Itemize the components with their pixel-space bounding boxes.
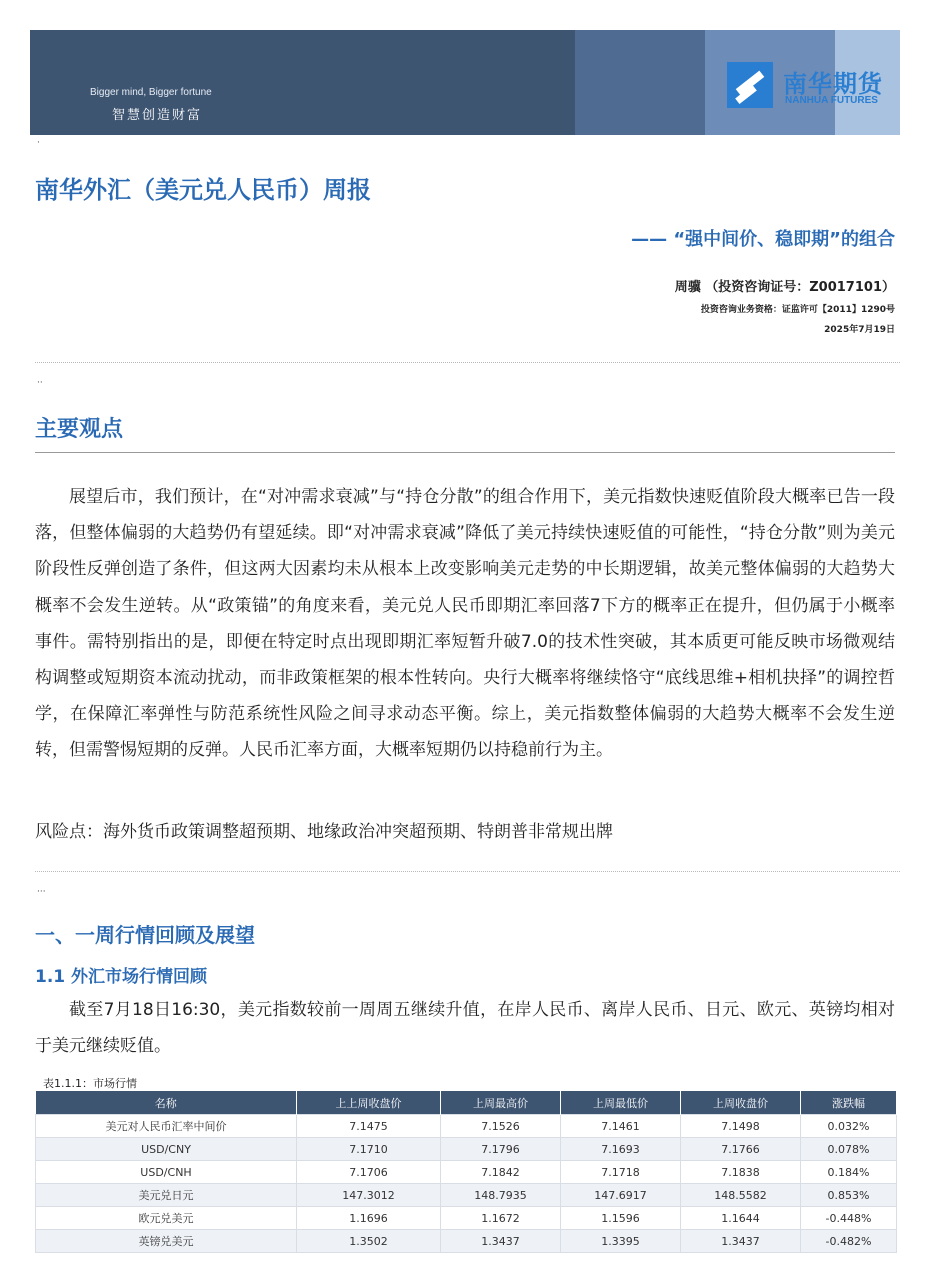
slogan-chinese: 智慧创造财富 — [112, 108, 203, 123]
report-title: 南华外汇（美元兑人民币）周报 — [35, 176, 371, 204]
table-cell: 7.1461 — [561, 1115, 681, 1138]
table-row — [36, 1161, 897, 1184]
table-cell: USD/CNH — [36, 1161, 297, 1184]
table-header-row — [36, 1091, 897, 1115]
table-cell: 7.1526 — [441, 1115, 561, 1138]
table-cell: 7.1706 — [297, 1161, 441, 1184]
column-header: 上上周收盘价 — [297, 1091, 441, 1115]
divider — [35, 871, 900, 872]
table-cell: 1.3502 — [297, 1230, 441, 1253]
table-cell: 1.3437 — [681, 1230, 801, 1253]
table-cell: 1.1596 — [561, 1207, 681, 1230]
nanhua-logo-icon — [727, 62, 773, 108]
table-cell: 1.1672 — [441, 1207, 561, 1230]
table-cell: 欧元兑美元 — [36, 1207, 297, 1230]
main-points-heading: 主要观点 — [35, 417, 124, 442]
paragraph-marker: ··· — [37, 887, 46, 897]
main-points-paragraph: 展望后市，我们预计，在“对冲需求衰减”与“持仓分散”的组合作用下，美元指数快速贬值阶段大概率已告一段落，但整体偏弱的大趋势仍有望延续。即“对冲需求衰减”降低了美元持续快速贬值的可能性，“持仓分散”则为美元阶段性反弹创造了条件，但这两大因素均未从根本上改变影响美元走势的中长期逻辑，故美元整体偏弱的大趋势大概率不会发生逆转。从“政策锚”的角度来看，美元兑人民币即期汇率回落7下方的概率正在提升，但仍属于小概率事件。需特别指出的是，即便在特定时点出现即期汇率短暂升破7.0的技术性突破，其本质更可能反映市场微观结构调整或短期资本流动扰动，而非政策框架的根本性转向。央行大概率将继续恪守“底线思维+相机抉择”的调控哲学，在保障汇率弹性与防范系统性风险之间寻求动态平衡。综上，美元指数整体偏弱的大趋势大概率不会发生逆转，但需警惕短期的反弹。人民币汇率方面，大概率短期仍以持稳前行为主。 — [35, 487, 895, 761]
column-header: 上周收盘价 — [681, 1091, 801, 1115]
table-cell: 美元兑日元 — [36, 1184, 297, 1207]
subsection-heading: 1.1 外汇市场行情回顾 — [35, 967, 208, 987]
divider — [35, 452, 895, 453]
banner-band — [575, 30, 705, 135]
table-cell: 148.5582 — [681, 1184, 801, 1207]
risk-points: 风险点：海外货币政策调整超预期、地缘政治冲突超预期、特朗普非常规出牌 — [35, 822, 613, 842]
table-cell: 7.1498 — [681, 1115, 801, 1138]
logo-name-chinese: 南华期货 — [783, 70, 883, 98]
qualification-line: 投资咨询业务资格：证监许可【2011】1290号 — [700, 305, 895, 315]
table-cell: 0.032% — [801, 1115, 897, 1138]
column-header: 涨跌幅 — [801, 1091, 897, 1115]
section-paragraph: 截至7月18日16:30，美元指数较前一周周五继续升值，在岸人民币、离岸人民币、日元、欧元、英镑均相对于美元继续贬值。 — [35, 1000, 895, 1057]
table-cell: 英镑兑美元 — [36, 1230, 297, 1253]
logo-name-english: NANHUA FUTURES — [785, 95, 878, 106]
report-date: 2025年7月19日 — [824, 325, 895, 335]
table-row — [36, 1138, 897, 1161]
slogan-english: Bigger mind, Bigger fortune — [90, 87, 212, 98]
table-cell: USD/CNY — [36, 1138, 297, 1161]
table-cell: 147.3012 — [297, 1184, 441, 1207]
table-cell: 0.853% — [801, 1184, 897, 1207]
table-row — [36, 1115, 897, 1138]
table-cell: 1.3437 — [441, 1230, 561, 1253]
header-banner — [30, 30, 900, 135]
table-cell: 148.7935 — [441, 1184, 561, 1207]
table-row — [36, 1184, 897, 1207]
report-subtitle: —— “强中间价、稳即期”的组合 — [631, 229, 895, 250]
column-header: 名称 — [36, 1091, 297, 1115]
author-line: 周骥 （投资咨询证号：Z0017101） — [674, 280, 895, 295]
column-header: 上周最高价 — [441, 1091, 561, 1115]
table-cell: 1.1696 — [297, 1207, 441, 1230]
section-heading: 一、一周行情回顾及展望 — [35, 923, 255, 947]
table-cell: -0.448% — [801, 1207, 897, 1230]
table-cell: 7.1693 — [561, 1138, 681, 1161]
table-cell: 147.6917 — [561, 1184, 681, 1207]
paragraph-marker: · — [37, 138, 40, 148]
table-cell: 7.1796 — [441, 1138, 561, 1161]
table-cell: 0.184% — [801, 1161, 897, 1184]
table-cell: 7.1475 — [297, 1115, 441, 1138]
table-cell: 1.3395 — [561, 1230, 681, 1253]
table-cell: 美元对人民币汇率中间价 — [36, 1115, 297, 1138]
table-row — [36, 1207, 897, 1230]
table-cell: 7.1838 — [681, 1161, 801, 1184]
table-cell: 0.078% — [801, 1138, 897, 1161]
table-caption: 表1.1.1：市场行情 — [43, 1077, 137, 1090]
table-row — [36, 1230, 897, 1253]
table-cell: -0.482% — [801, 1230, 897, 1253]
divider — [35, 362, 900, 363]
market-table — [35, 1091, 897, 1253]
table-cell: 7.1842 — [441, 1161, 561, 1184]
table-cell: 7.1710 — [297, 1138, 441, 1161]
table-cell: 7.1718 — [561, 1161, 681, 1184]
paragraph-marker: ·· — [37, 378, 43, 388]
table-cell: 7.1766 — [681, 1138, 801, 1161]
column-header: 上周最低价 — [561, 1091, 681, 1115]
table-cell: 1.1644 — [681, 1207, 801, 1230]
